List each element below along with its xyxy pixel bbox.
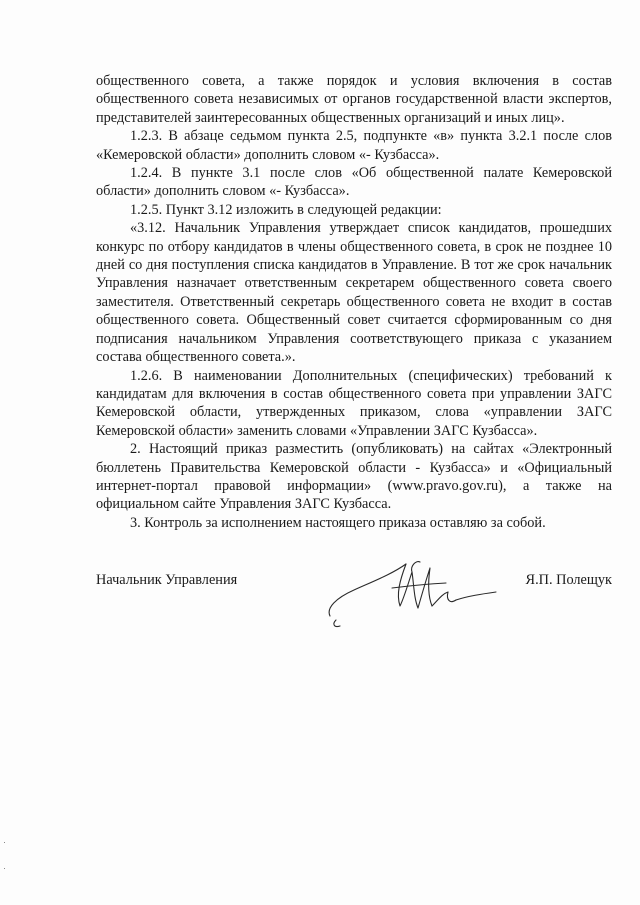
paragraph-1-2-3: 1.2.3. В абзаце седьмом пункта 2.5, подпункте «в» пункта 3.2.1 после слов «Кемеровской области» дополнить словом «- Кузбасса». <box>96 128 612 163</box>
paragraph-1-2-4: 1.2.4. В пункте 3.1 после слов «Об общественной палате Кемеровской области» дополнить словом «- Кузбасса». <box>96 165 612 200</box>
signatory-name: Я.П. Полещук <box>525 572 612 588</box>
paragraph-3-12-quote: «3.12. Начальник Управления утверждает список кандидатов, прошедших конкурс по отбору кандидатов в члены общественного совета, в срок не позднее 10 дней со дня поступления списка кандидатов в Управление. В тот же срок начальник Управления назначает ответственным секретарем общественного совета своего заместителя. Ответственный секретарь общественного совета не входит в состав общественного совета. Общественный совет считается сформированным со дня подписания начальником Управления соответствующего приказа с указанием состава общественного совета.». <box>96 220 612 366</box>
signature-block <box>96 572 612 642</box>
scan-artifact <box>4 842 5 843</box>
paragraph-3-control: 3. Контроль за исполнением настоящего приказа оставляю за собой. <box>130 514 546 531</box>
scan-artifact <box>4 868 5 869</box>
paragraph-continuation: общественного совета, а также порядок и условия включения в состав общественного совета независимых от органов государственной власти экспертов, представителей заинтересованных общественных организаций и иных лиц». <box>96 73 612 126</box>
paragraph-1-2-5: 1.2.5. Пункт 3.12 изложить в следующей редакции: <box>130 201 442 218</box>
paragraph-1-2-6: 1.2.6. В наименовании Дополнительных (специфических) требований к кандидатам для включения в состав общественного совета при управлении ЗАГС Кемеровской области, утвержденных приказом, слова «управлении ЗАГС Кемеровской области» заменить словами «Управлении ЗАГС Кузбасса». <box>96 367 612 439</box>
paragraph-2-publication: 2. Настоящий приказ разместить (опубликовать) на сайтах «Электронный бюллетень Правительства Кемеровской области - Кузбасса» и «Официальный интернет-портал правовой информации» (www.pravo.gov.ru), а также на официальном сайте Управления ЗАГС Кузбасса. <box>96 441 612 513</box>
handwritten-signature <box>322 550 502 630</box>
signatory-title: Начальник Управления <box>96 572 238 588</box>
document-body <box>96 72 612 532</box>
